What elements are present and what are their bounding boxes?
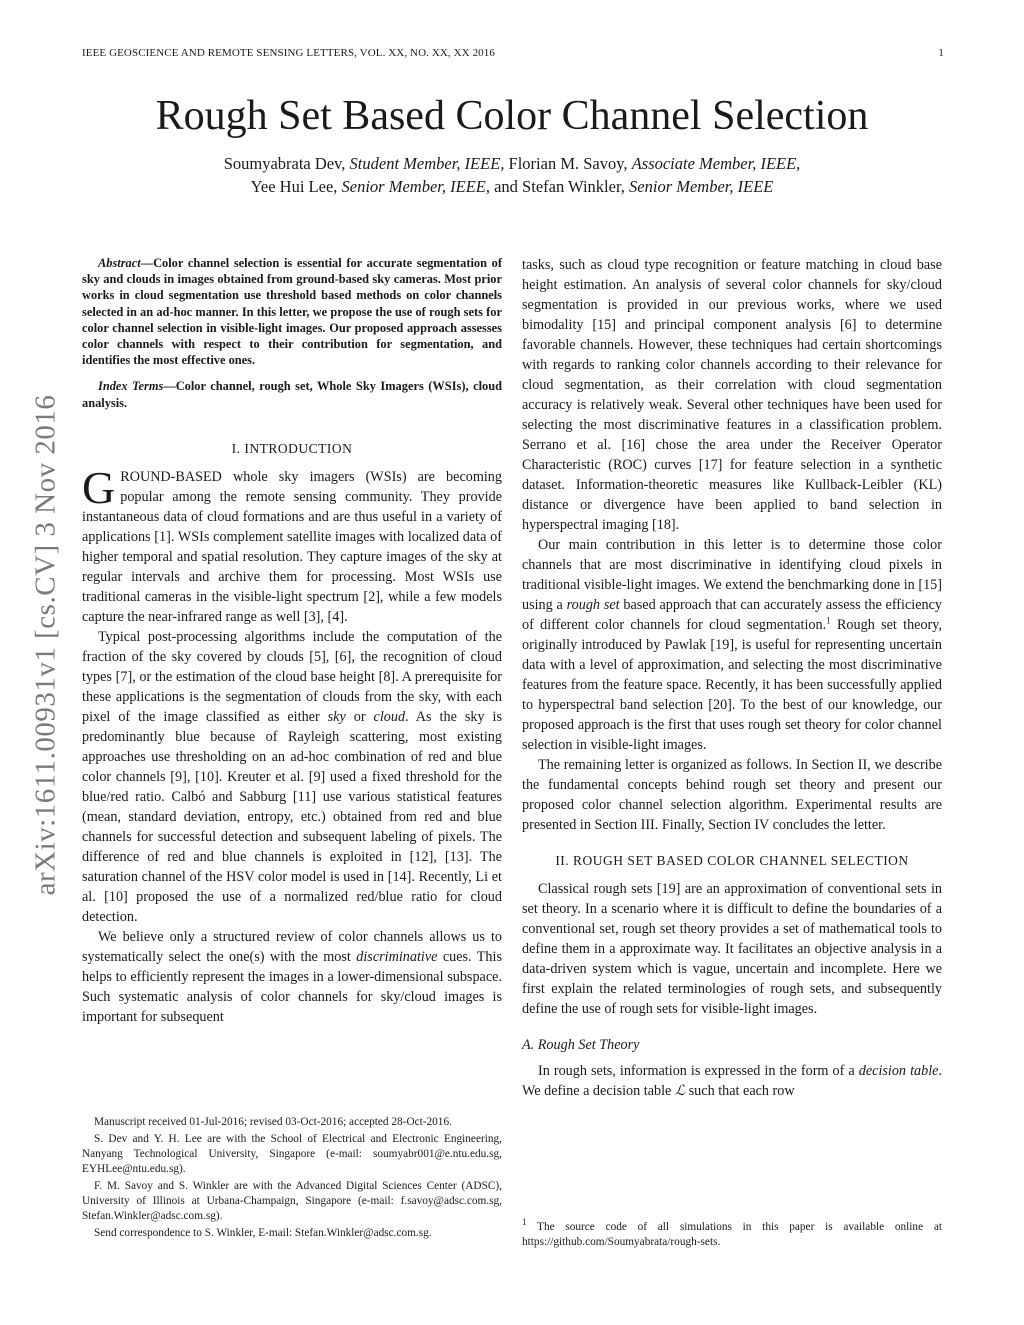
author-role: Senior Member, IEEE, (341, 177, 490, 196)
footnotes-left (82, 1115, 502, 1243)
author-name: Yee Hui Lee, (250, 177, 342, 196)
footnote-1 (522, 1217, 942, 1250)
page-number: 1 (938, 47, 944, 59)
paragraph-text: We believe only a structured review of color channels allows us to systematically select the one(s) with the most (82, 928, 502, 965)
arxiv-stamp: arXiv:1611.00931v1 [cs.CV] 3 Nov 2016 (29, 394, 62, 896)
abstract-text: —Color channel selection is essential for accurate segmentation of sky and clouds in images obtained from ground-based sky cameras. Most prior works in cloud segmentation use threshold based methods on color channels selected in an ad-hoc manner. In this letter, we propose the use of rough sets for color channel selection in visible-light images. Our proposed approach assesses color channels with respect to their contribution for segmentation, and identifies the most effective ones. (82, 256, 502, 368)
author-role: Senior Member, IEEE (629, 177, 774, 196)
intro-paragraph-3 (82, 927, 502, 1027)
affiliation-2: F. M. Savoy and S. Winkler are with the Advanced Digital Sciences Center (ADSC), University of Illinois at Urbana-Champaign, Singapore (e-mail: f.savoy@adsc.com.sg, Stefan.Winkler@adsc.com.sg). (82, 1180, 502, 1222)
footnote-marker: 1 (522, 1217, 527, 1228)
author-name: Soumyabrata Dev, (223, 154, 350, 173)
arxiv-stamp-wrapper (0, 0, 62, 896)
paragraph-text: . We define a decision table (522, 1063, 942, 1099)
paragraph-text: In rough sets, information is expressed in the form of a (538, 1063, 859, 1079)
correspondence: Send correspondence to S. Winkler, E-mail: Stefan.Winkler@adsc.com.sg. (94, 1227, 432, 1239)
paragraph-text: Rough set theory, originally introduced by Pawlak [19], is useful for representing uncertain data with a level of approximation, and selecting the most discriminative features from the feature space. Recently, it has been successfully applied to hyperspectral band selection [20]. To the best of our knowledge, our proposed approach is the first that uses rough set theory for color channel selection in visible-light images. (522, 617, 942, 753)
subsection-heading-rough-set-theory: A. Rough Set Theory (522, 1037, 640, 1053)
paragraph-text: cues. This helps to efficiently represent the images in a lower-dimensional subspace. Such systematic analysis of color channels for sky/cloud images is important for subsequent (82, 948, 502, 1025)
index-terms-text: —Color channel, rough set, Whole Sky Imagers (WSIs), cloud analysis. (82, 379, 502, 410)
author-name: and Stefan Winkler, (489, 177, 630, 196)
emphasis-text: rough set (566, 597, 620, 613)
emphasis-text: discriminative (356, 948, 438, 965)
intro-paragraph-6: The remaining letter is organized as follows. In Section II, we describe the fundamental concepts behind rough set theory and present our proposed color channel selection algorithm. Experimental results are presented in Section III. Finally, Section IV concludes the letter. (522, 757, 942, 833)
dropcap-letter: G (82, 461, 116, 513)
intro-paragraph-4: tasks, such as cloud type recognition or feature matching in cloud base height estimation. An analysis of several color channels for sky/cloud segmentation is provided in our previous works, where we used bimodality [15] and principal component analysis [6] to determine favorable channels. However, these techniques had certain shortcomings with regards to ranking color channels according to their relevance for cloud segmentation, as their correlation with cloud segmentation accuracy is relatively weak. Several other techniques have been used for selecting the most discriminative features in a classification problem. Serrano et al. [16] chose the area under the Receiver Operator Characteristic (ROC) curves [17] for feature selection in a synthetic dataset. Information-theoretic measures like Kullback-Leibler (KL) distance or divergence have been applied to band selection in hyperspectral imaging [18]. (522, 257, 942, 533)
emphasis-text: cloud (373, 708, 406, 725)
paragraph-text: based approach that can accurately assess the efficiency of different color channels for cloud segmentation. (522, 597, 942, 633)
author-list (0, 152, 1024, 198)
paragraph-text: . As the sky is predominantly blue because of Rayleigh scattering, most existing approaches use thresholding on an ad-hoc combination of red and blue color channels [9], [10]. Kreuter et al. [9] used a fixed threshold for the blue/red ratio. Calbó and Sabburg [11] use various statistical features (mean, standard deviation, entropy, etc.) obtained from red and blue channels for successful detection and subsequent labeling of pixels. The difference of red and blue channels is exploited in [12], [13]. The saturation channel of the HSV color model is used in [14]. Recently, Li et al. [10] proposed the use of a normalized red/blue ratio for cloud detection. (82, 708, 502, 925)
paragraph-text: Typical post-processing algorithms include the computation of the fraction of the sky covered by clouds [5], [6], the recognition of cloud types [7], or the estimation of the cloud base height [8]. A prerequisite for these applications is the segmentation of clouds from the sky, with each pixel of the image classified as either (82, 628, 502, 725)
author-line-1 (0, 152, 1024, 175)
author-line-2 (0, 175, 1024, 198)
author-role: Associate Member, IEEE, (631, 154, 801, 173)
section-heading-rough-set: II. ROUGH SET BASED COLOR CHANNEL SELECTION (555, 853, 909, 868)
manuscript-dates: Manuscript received 01-Jul-2016; revised 03-Oct-2016; accepted 28-Oct-2016. (94, 1116, 452, 1128)
footnote-marker: 1 (826, 615, 831, 626)
paragraph-text: Our main contribution in this letter is to determine those color channels that are most discriminative in identifying cloud pixels in traditional visible-light images. We extend the benchmarking done in [15] using a (522, 537, 942, 613)
intro-paragraph-2 (82, 627, 502, 927)
index-terms-label: Index Terms (98, 379, 164, 394)
footnote-1-text: The source code of all simulations in this paper is available online at https://github.com/Soumyabrata/rough-sets. (522, 1221, 942, 1248)
right-column (522, 255, 942, 1101)
paragraph-text: such that each row (685, 1083, 795, 1099)
author-name: Florian M. Savoy, (504, 154, 632, 173)
paragraph-text: or (345, 708, 374, 725)
emphasis-text: decision table (858, 1063, 939, 1079)
abstract-label: Abstract (98, 256, 141, 270)
section2-paragraph-2 (522, 1061, 942, 1101)
abstract (82, 255, 502, 368)
intro-paragraph-1 (82, 461, 502, 627)
intro-paragraph-1-text: ROUND-BASED whole sky imagers (WSIs) are becoming popular among the remote sensing community. They provide instantaneous data of cloud formations and are thus useful in a variety of applications [1]. WSIs complement satellite images with localized data of higher temporal and spatial resolution. They capture images of the sky at regular intervals and archive them for processing. Most WSIs use traditional cameras in the visible-light spectrum [2], while a few models capture the near-infrared range as well [3], [4]. (82, 468, 502, 625)
intro-paragraph-5 (522, 535, 942, 755)
math-symbol: ℒ (674, 1083, 686, 1099)
section-heading-introduction: I. INTRODUCTION (231, 440, 353, 456)
paper-title: Rough Set Based Color Channel Selection (155, 93, 869, 139)
left-column (82, 255, 502, 1027)
affiliation-1: S. Dev and Y. H. Lee are with the School of Electrical and Electronic Engineering, Nanyang Technological University, Singapore (e-mail: soumyabr001@e.ntu.edu.sg, EYHLee@ntu.edu.sg). (82, 1133, 502, 1175)
author-role: Student Member, IEEE, (349, 154, 505, 173)
index-terms (82, 378, 502, 410)
section2-paragraph-1: Classical rough sets [19] are an approximation of conventional sets in set theory. In a scenario where it is difficult to define the boundaries of a conventional set, rough set theory provides a set of mathematical tools to define them in a approximate way. It facilitates an objective analysis in a data-driven system which is vague, uncertain and incomplete. Here we first explain the related terminologies of rough sets, and subsequently define the use of rough sets for visible-light images. (522, 881, 942, 1017)
journal-header: IEEE GEOSCIENCE AND REMOTE SENSING LETTERS, VOL. XX, NO. XX, XX 2016 (82, 47, 495, 59)
emphasis-text: sky (327, 708, 346, 725)
